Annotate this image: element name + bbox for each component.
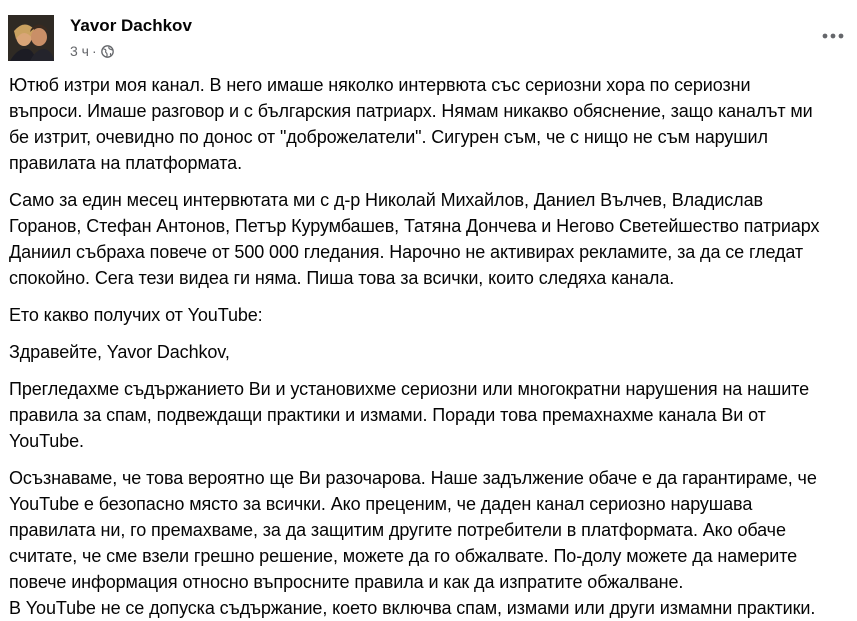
meta-separator: · — [91, 43, 97, 59]
text-line: Даниил събраха повече от 500 000 гледания. Нарочно не активирах рекламите, за да се гледат — [9, 242, 804, 262]
avatar[interactable] — [8, 15, 54, 61]
author-name[interactable]: Yavor Dachkov — [70, 16, 192, 35]
paragraph-4 — [9, 339, 857, 365]
post-header — [0, 0, 857, 68]
post-text — [9, 72, 857, 621]
avatar-photo — [8, 15, 54, 61]
text-line: въпроси. Имаше разговор и с българския патриарх. Нямам никакво обяснение, защо каналът ми — [9, 101, 813, 121]
text-line: Горанов, Стефан Антонов, Петър Курумбашев, Татяна Дончева и Негово Светейшество патриарх — [9, 216, 820, 236]
text-line: В YouTube не се допуска съдържание, което включва спам, измами или други измамни практики. — [9, 598, 816, 618]
text-line: Ето какво получих от YouTube: — [9, 305, 263, 325]
more-options-icon — [822, 33, 844, 39]
text-line: YouTube. — [9, 431, 84, 451]
text-line: YouTube е безопасно място за всички. Ако преценим, че даден канал сериозно нарушава — [9, 494, 753, 514]
text-line: спокойно. Сега тези видеа ги няма. Пиша това за всички, които следяха канала. — [9, 268, 675, 288]
text-line: правила за спам, подвеждащи практики и измами. Поради това премахнахме канала Ви от — [9, 405, 766, 425]
text-line: Здравейте, Yavor Dachkov, — [9, 342, 230, 362]
text-line: Само за един месец интервютата ми с д-р Николай Михайлов, Даниел Вълчев, Владислав — [9, 190, 763, 210]
paragraph-1 — [9, 72, 857, 176]
globe-icon[interactable] — [101, 45, 114, 58]
text-line: Осъзнаваме, че това вероятно ще Ви разочарова. Наше задължение обаче е да гарантираме, че — [9, 468, 817, 488]
paragraph-3 — [9, 302, 857, 328]
paragraph-6 — [9, 465, 857, 621]
post-timestamp[interactable]: 3 ч — [70, 43, 89, 59]
paragraph-2 — [9, 187, 857, 291]
text-line: Прегледахме съдържанието Ви и установихме сериозни или многократни нарушения на нашите — [9, 379, 810, 399]
more-options-button[interactable] — [815, 22, 851, 50]
text-line: бе изтрит, очевидно по донос от "доброжелатели". Сигурен съм, че с нищо не съм нарушил — [9, 127, 768, 147]
text-line: правилата ни, го премахваме, за да защитим другите потребители в платформата. Ако обаче — [9, 520, 786, 540]
post-meta — [70, 42, 114, 60]
paragraph-5 — [9, 376, 857, 454]
text-line: повече информация относно въпросните правила и как да изпратите обжалване. — [9, 572, 684, 592]
text-line: правилата на платформата. — [9, 153, 242, 173]
text-line: Ютюб изтри моя канал. В него имаше няколко интервюта със сериозни хора по сериозни — [9, 75, 751, 95]
text-line: считате, че сме взели грешно решение, можете да го обжалвате. По-долу можете да намерите — [9, 546, 798, 566]
